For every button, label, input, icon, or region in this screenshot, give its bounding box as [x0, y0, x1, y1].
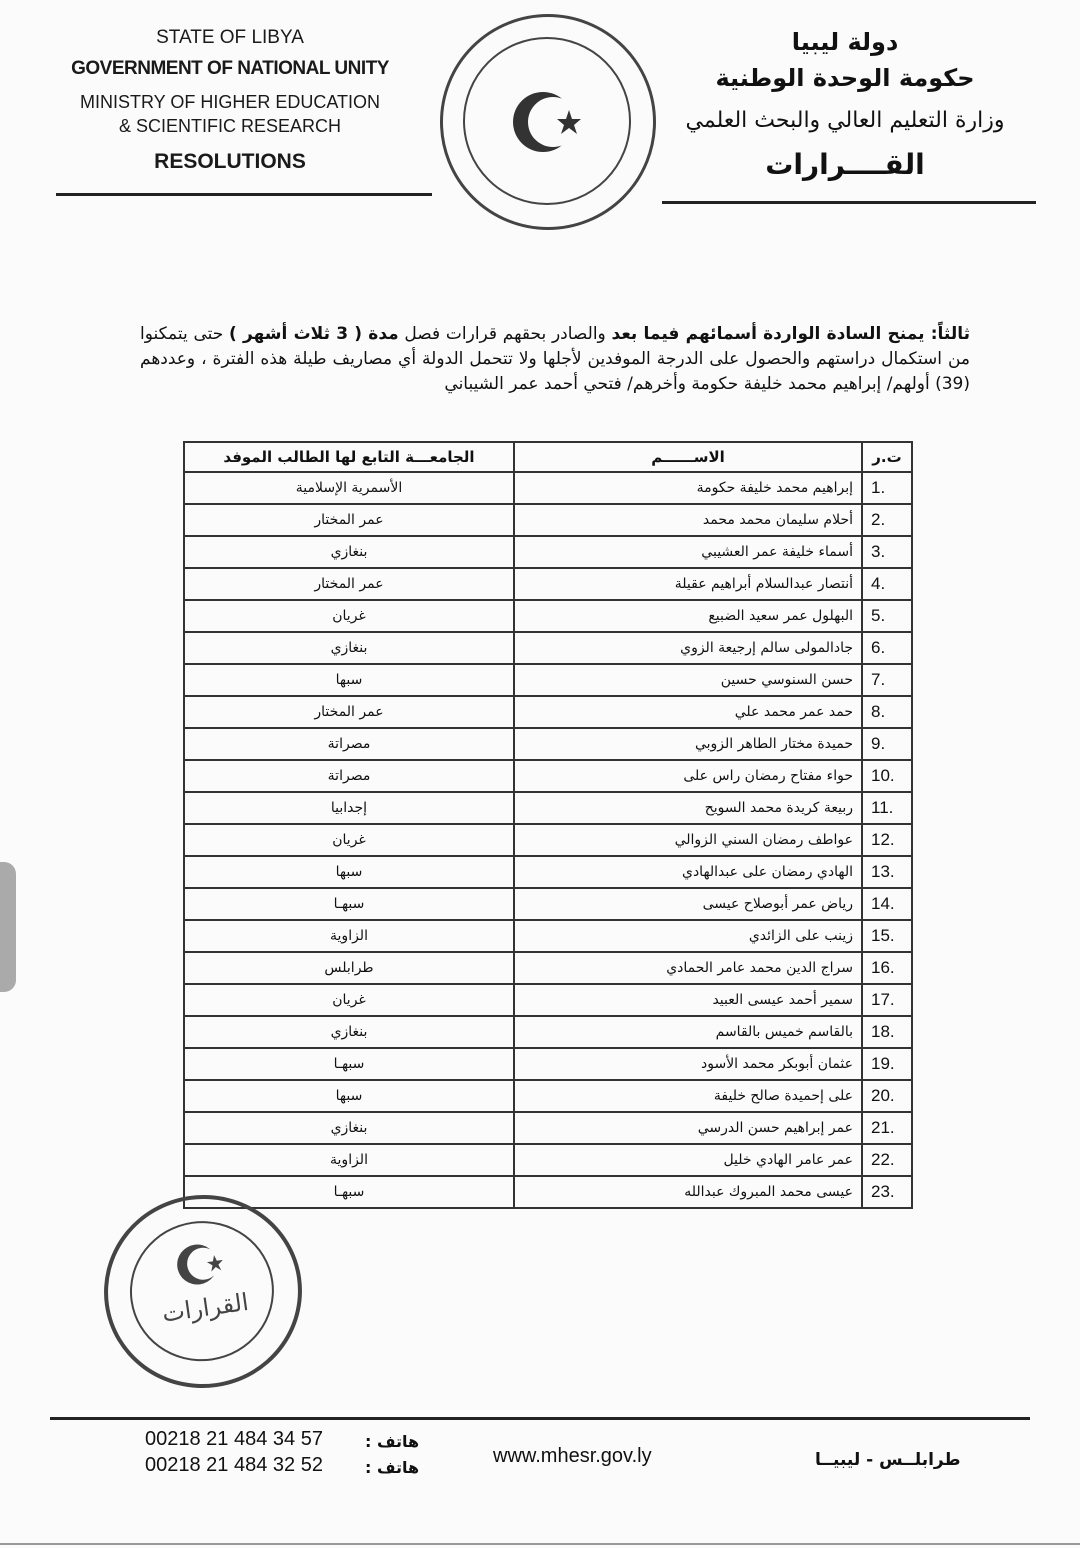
- side-handle[interactable]: [0, 862, 16, 992]
- paragraph-lead: ثالثاً: يمنح السادة الواردة أسمائهم فيما بعد: [611, 324, 970, 344]
- header-ar-state: دولة ليبيا: [791, 28, 899, 56]
- table-row: [184, 1048, 912, 1080]
- student-university: الزاوية: [184, 1144, 514, 1176]
- table-row: [184, 888, 912, 920]
- row-number: 17.: [862, 984, 912, 1016]
- row-number: 5.: [862, 600, 912, 632]
- student-name: رياض عمر أبوصلاح عيسى: [514, 888, 862, 920]
- header-ar-ministry: وزارة التعليم العالي والبحث العلمي: [685, 108, 1005, 133]
- footer-rule: [50, 1417, 1030, 1420]
- row-number: 10.: [862, 760, 912, 792]
- row-number: 4.: [862, 568, 912, 600]
- table-row: [184, 920, 912, 952]
- student-university: بنغازي: [184, 1016, 514, 1048]
- header-resolutions: RESOLUTIONS: [154, 150, 306, 173]
- paragraph-rest: حتى يتمكنوا من استكمال دراستهم والحصول على الدرجة الموفدين لأجلها ولا تتحمل الدولة أي مصاريف طيلة هذه الفترة ، وعددهم (39) أولهم/ إبراهيم محمد خليفة حكومة وأخرهم/ فتحي أحمد عمر الشيباني: [140, 324, 970, 394]
- header-ar-government: حكومة الوحدة الوطنية: [715, 64, 975, 92]
- website-link[interactable]: www.mhesr.gov.ly: [493, 1445, 652, 1467]
- header-state: STATE OF LIBYA: [156, 27, 304, 48]
- table-row: [184, 1176, 912, 1208]
- table-row: [184, 760, 912, 792]
- table-row: [184, 1144, 912, 1176]
- row-number: 8.: [862, 696, 912, 728]
- crescent-star-icon: [503, 77, 593, 167]
- row-number: 23.: [862, 1176, 912, 1208]
- table-row: [184, 1112, 912, 1144]
- table-row: [184, 504, 912, 536]
- student-name: ربيعة كريدة محمد السويح: [514, 792, 862, 824]
- row-number: 12.: [862, 824, 912, 856]
- students-table: [183, 441, 913, 1209]
- row-number: 11.: [862, 792, 912, 824]
- student-name: حميدة مختار الطاهر الزوبي: [514, 728, 862, 760]
- table-row: [184, 952, 912, 984]
- header-ar-resolutions: القــــرارات: [765, 148, 925, 181]
- student-name: سراج الدين محمد عامر الحمادي: [514, 952, 862, 984]
- paragraph-mid: والصادر بحقهم قرارات فصل: [398, 324, 612, 344]
- resolution-paragraph: [140, 322, 970, 397]
- table-row: [184, 632, 912, 664]
- row-number: 6.: [862, 632, 912, 664]
- student-university: سبهـا: [184, 1048, 514, 1080]
- row-number: 16.: [862, 952, 912, 984]
- table-row: [184, 472, 912, 504]
- student-name: الهادي رمضان على عبدالهادي: [514, 856, 862, 888]
- phone-1: 00218 21 484 34 57: [145, 1428, 323, 1450]
- row-number: 7.: [862, 664, 912, 696]
- table-row: [184, 984, 912, 1016]
- student-name: عيسى محمد المبروك عبدالله: [514, 1176, 862, 1208]
- header-rule-left: [56, 193, 432, 196]
- student-university: عمر المختار: [184, 568, 514, 600]
- table-row: [184, 1080, 912, 1112]
- resolutions-stamp: [92, 1182, 315, 1401]
- row-number: 2.: [862, 504, 912, 536]
- header-ministry: MINISTRY OF HIGHER EDUCATION: [79, 92, 381, 112]
- student-name: إبراهيم محمد خليفة حكومة: [514, 472, 862, 504]
- student-university: بنغازي: [184, 632, 514, 664]
- location: طرابلــس - ليبيــا: [815, 1450, 961, 1470]
- student-university: غريان: [184, 984, 514, 1016]
- student-name: البهلول عمر سعيد الضبيع: [514, 600, 862, 632]
- header-rule-right: [662, 201, 1036, 204]
- student-name: زينب على الزائدي: [514, 920, 862, 952]
- row-number: 21.: [862, 1112, 912, 1144]
- student-name: عواطف رمضان السني الزوالي: [514, 824, 862, 856]
- student-name: عمر إبراهيم حسن الدرسي: [514, 1112, 862, 1144]
- student-name: أنتصار عبدالسلام أبراهيم عقيلة: [514, 568, 862, 600]
- student-university: غريان: [184, 824, 514, 856]
- header-ministry-2: & SCIENTIFIC RESEARCH: [118, 116, 342, 136]
- phone-label-2: هاتف :: [365, 1458, 420, 1477]
- table-row: [184, 568, 912, 600]
- row-number: 15.: [862, 920, 912, 952]
- student-university: سبها: [184, 1080, 514, 1112]
- row-number: 3.: [862, 536, 912, 568]
- row-number: 18.: [862, 1016, 912, 1048]
- ministry-seal: [440, 14, 656, 230]
- student-university: الزاوية: [184, 920, 514, 952]
- student-name: أحلام سليمان محمد محمد: [514, 504, 862, 536]
- student-university: طرابلس: [184, 952, 514, 984]
- table-header-row: [184, 442, 912, 472]
- table-row: [184, 664, 912, 696]
- student-university: عمر المختار: [184, 504, 514, 536]
- student-university: إجدابيا: [184, 792, 514, 824]
- table-row: [184, 792, 912, 824]
- row-number: 22.: [862, 1144, 912, 1176]
- student-name: عمر عامر الهادي خليل: [514, 1144, 862, 1176]
- stamp-crescent-icon: [166, 1235, 232, 1293]
- table-row: [184, 600, 912, 632]
- header-government: GOVERNMENT OF NATIONAL UNITY: [71, 58, 389, 79]
- header-name: الاســــــم: [514, 442, 862, 472]
- table-row: [184, 696, 912, 728]
- student-name: جادالمولى سالم إرجيعة الزوي: [514, 632, 862, 664]
- student-name: أسماء خليفة عمر العشيبي: [514, 536, 862, 568]
- phone-2: 00218 21 484 32 52: [145, 1454, 323, 1476]
- table-row: [184, 728, 912, 760]
- student-university: سبها: [184, 664, 514, 696]
- student-university: بنغازي: [184, 536, 514, 568]
- student-name: سمير أحمد عيسى العبيد: [514, 984, 862, 1016]
- student-name: على إحميدة صالح خليفة: [514, 1080, 862, 1112]
- row-number: 13.: [862, 856, 912, 888]
- student-university: عمر المختار: [184, 696, 514, 728]
- row-number: 1.: [862, 472, 912, 504]
- student-university: سبها: [184, 856, 514, 888]
- student-university: سبهـا: [184, 1176, 514, 1208]
- table-row: [184, 536, 912, 568]
- row-number: 19.: [862, 1048, 912, 1080]
- header-university: الجامعـــة التابع لها الطالب الموفد: [184, 442, 514, 472]
- student-university: مصراتة: [184, 728, 514, 760]
- stamp-label: القرارات: [160, 1287, 251, 1328]
- student-name: حواء مفتاح رمضان راس على: [514, 760, 862, 792]
- student-university: الأسمرية الإسلامية: [184, 472, 514, 504]
- phone-label-1: هاتف :: [365, 1432, 420, 1451]
- student-name: حمد عمر محمد علي: [514, 696, 862, 728]
- student-university: بنغازي: [184, 1112, 514, 1144]
- student-name: حسن السنوسي حسين: [514, 664, 862, 696]
- table-row: [184, 824, 912, 856]
- student-university: غريان: [184, 600, 514, 632]
- table-row: [184, 1016, 912, 1048]
- paragraph-duration: مدة ( 3 ثلاث أشهر ): [228, 324, 399, 344]
- row-number: 9.: [862, 728, 912, 760]
- page-edge: [0, 1543, 1080, 1545]
- student-name: بالقاسم خميس بالقاسم: [514, 1016, 862, 1048]
- row-number: 20.: [862, 1080, 912, 1112]
- row-number: 14.: [862, 888, 912, 920]
- student-name: عثمان أبوبكر محمد الأسود: [514, 1048, 862, 1080]
- student-university: سبهـا: [184, 888, 514, 920]
- student-university: مصراتة: [184, 760, 514, 792]
- table-row: [184, 856, 912, 888]
- header-num: ت.ر: [862, 442, 912, 472]
